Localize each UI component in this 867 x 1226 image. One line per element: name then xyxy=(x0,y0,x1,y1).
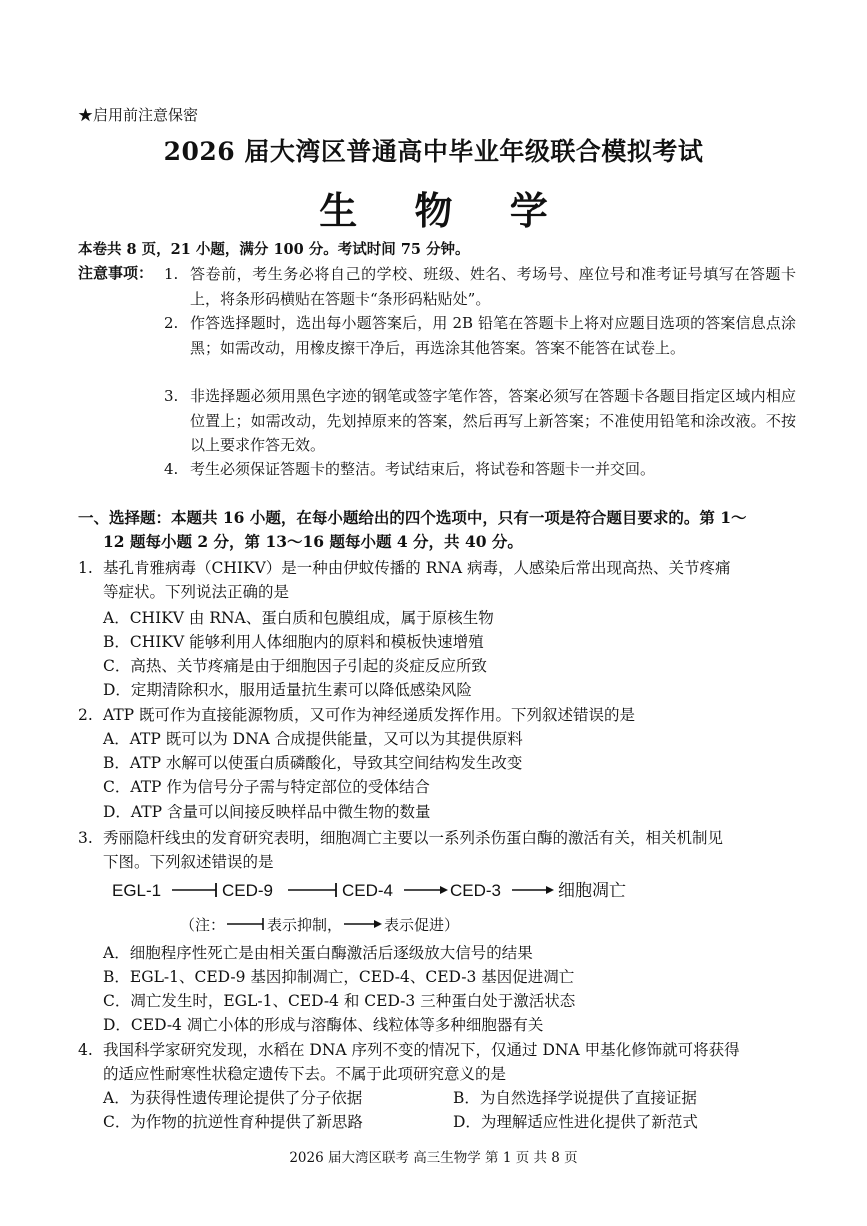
pathway-node-ced3: CED-3 xyxy=(450,881,502,900)
pathway-node-ced9: CED-9 xyxy=(222,881,274,900)
question-stem-line: 基孔肯雅病毒（CHIKV）是一种由伊蚊传播的 RNA 病毒，人感染后常出现高热、关节疼痛 xyxy=(103,559,731,577)
question-stem-line: 秀丽隐杆线虫的发育研究表明，细胞凋亡主要以一系列杀伤蛋白酶的激活有关，相关机制见 xyxy=(103,829,724,847)
page-footer: 2026 届大湾区联考 高三生物学 第 1 页 共 8 页 xyxy=(289,1150,578,1166)
notice-item-4 xyxy=(164,457,796,483)
notice-item-3 xyxy=(164,384,796,458)
option-c: C．ATP 作为信号分子需与特定部位的受体结合 xyxy=(103,778,430,796)
arrow-head xyxy=(546,886,554,894)
notice-item-2 xyxy=(164,311,796,385)
confidential-mark: ★启用前注意保密 xyxy=(78,106,199,124)
notice-item-1 xyxy=(164,262,796,312)
exam-title: 2026 届大湾区普通高中毕业年级联合模拟考试 xyxy=(163,137,704,166)
option-b: B．EGL-1、CED-9 基因抑制凋亡，CED-4、CED-3 基因促进凋亡 xyxy=(103,968,575,986)
notice-number: 3. xyxy=(164,387,179,405)
option-a: A．为获得性遗传理论提供了分子依据 xyxy=(103,1089,363,1107)
notice-number: 2. xyxy=(164,314,179,332)
option-a: A．细胞程序性死亡是由相关蛋白酶激活后逐级放大信号的结果 xyxy=(103,944,533,962)
option-b: B．为自然选择学说提供了直接证据 xyxy=(453,1089,697,1107)
question-stem-line: 下图。下列叙述错误的是 xyxy=(103,853,274,871)
legend-prefix: （注： xyxy=(180,916,226,934)
apoptosis-pathway-diagram xyxy=(112,876,672,906)
question-stem-line: 我国科学家研究发现，水稻在 DNA 序列不变的情况下，仅通过 DNA 甲基化修饰就可将获得 xyxy=(103,1041,740,1059)
question-stem-line: 的适应性耐寒性状稳定遗传下去。不属于此项研究意义的是 xyxy=(103,1065,507,1083)
option-a: A．CHIKV 由 RNA、蛋白质和包膜组成，属于原核生物 xyxy=(103,609,494,627)
question-number: 1. xyxy=(78,559,93,577)
question-1 xyxy=(0,556,867,604)
pathway-node-egl1: EGL-1 xyxy=(112,881,162,900)
pathway-node-apoptosis: 细胞凋亡 xyxy=(558,881,626,901)
notice-text: 作答选择题时，选出每小题答案后，用 2B 铅笔在答题卡上将对应题目选项的答案信息点涂黑；如需改动，用橡皮擦干净后，再选涂其他答案。答案不能答在试卷上。 xyxy=(190,314,796,357)
arrow-head xyxy=(440,886,448,894)
notice-number: 4. xyxy=(164,460,179,478)
legend-inhibit: 表示抑制， xyxy=(267,916,343,934)
question-2 xyxy=(0,703,867,727)
question-stem-line: ATP 既可作为直接能源物质，又可作为神经递质发挥作用。下列叙述错误的是 xyxy=(103,706,636,724)
section-heading: 一、选择题：本题共 16 小题，在每小题给出的四个选项中，只有一项是符合题目要求的。第 1～ xyxy=(78,508,747,527)
option-b: B．ATP 水解可以使蛋白质磷酸化，导致其空间结构发生改变 xyxy=(103,754,523,772)
legend-promote: 表示促进） xyxy=(384,916,460,934)
question-stem-line: 等症状。下列说法正确的是 xyxy=(103,583,290,601)
option-d: D．定期清除积水，服用适量抗生素可以降低感染风险 xyxy=(103,681,472,699)
option-a: A．ATP 既可以为 DNA 合成提供能量，又可以为其提供原料 xyxy=(103,730,523,748)
option-b: B．CHIKV 能够利用人体细胞内的原料和模板快速增殖 xyxy=(103,633,484,651)
option-c: C．高热、关节疼痛是由于细胞因子引起的炎症反应所致 xyxy=(103,657,487,675)
question-3 xyxy=(0,826,867,874)
option-c: C．为作物的抗逆性育种提供了新思路 xyxy=(103,1113,363,1131)
option-c: C．凋亡发生时，EGL-1、CED-4 和 CED-3 三种蛋白处于激活状态 xyxy=(103,992,576,1010)
subject-title: 生 物 学 xyxy=(319,188,570,233)
option-d: D．CED-4 凋亡小体的形成与溶酶体、线粒体等多种细胞器有关 xyxy=(103,1016,544,1034)
notice-text: 答卷前，考生务必将自己的学校、班级、姓名、考场号、座位号和准考证号填写在答题卡上，将条形码横贴在答题卡“条形码粘贴处”。 xyxy=(190,265,796,308)
question-4 xyxy=(0,1038,867,1086)
notice-text: 非选择题必须用黑色字迹的钢笔或签字笔作答，答案必须写在答题卡各题目指定区域内相应位置上；如需改动，先划掉原来的答案，然后再写上新答案；不准使用铅笔和涂改液。不按以上要求作答无效。 xyxy=(190,387,796,454)
paper-info: 本卷共 8 页，21 小题，满分 100 分。考试时间 75 分钟。 xyxy=(78,241,470,258)
question-number: 4. xyxy=(78,1041,93,1059)
question-number: 3. xyxy=(78,829,93,847)
notice-number: 1. xyxy=(164,265,179,283)
option-d: D．为理解适应性进化提供了新范式 xyxy=(453,1113,698,1131)
section-heading-cont: 12 题每小题 2 分，第 13～16 题每小题 4 分，共 40 分。 xyxy=(103,532,523,551)
pathway-legend xyxy=(180,914,459,935)
option-d: D．ATP 含量可以间接反映样品中微生物的数量 xyxy=(103,803,431,821)
pathway-node-ced4: CED-4 xyxy=(342,881,394,900)
promote-symbol-icon xyxy=(342,917,384,931)
notice-label: 注意事项： xyxy=(78,264,154,282)
inhibit-symbol-icon xyxy=(225,917,267,931)
notice-text: 考生必须保证答题卡的整洁。考试结束后，将试卷和答题卡一并交回。 xyxy=(190,460,656,478)
question-number: 2. xyxy=(78,706,93,724)
